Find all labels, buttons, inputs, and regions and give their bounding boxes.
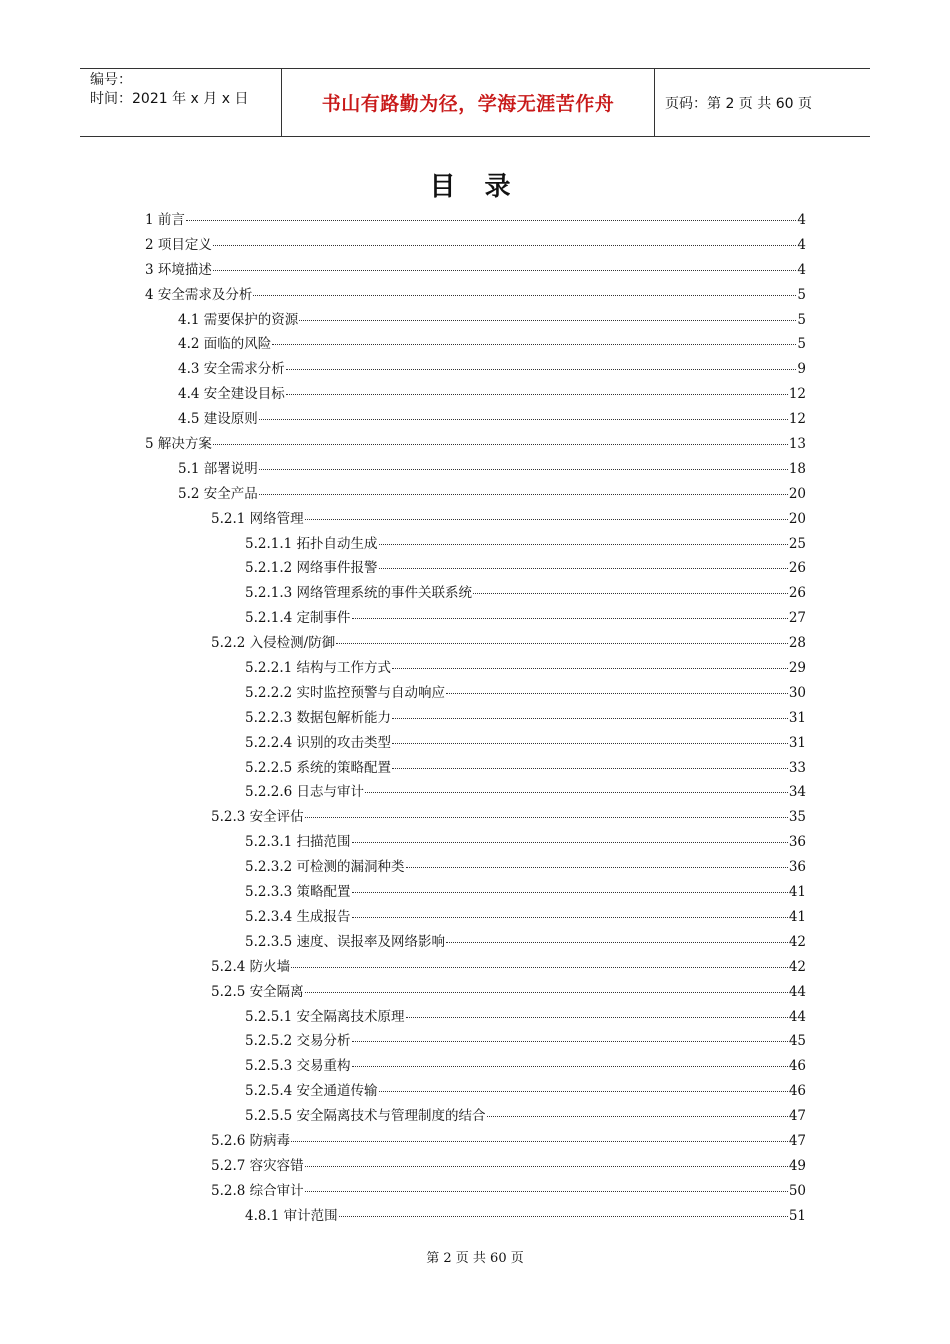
toc-entry-row — [245, 1029, 806, 1054]
toc-entry[interactable] — [0, 308, 950, 333]
toc-entry[interactable] — [0, 432, 950, 457]
toc-entry-label: 5.2.5 安全隔离 — [211, 983, 304, 1000]
toc-entry[interactable] — [0, 880, 950, 905]
toc-entry-page: 31 — [788, 709, 806, 726]
toc-entry[interactable] — [0, 332, 950, 357]
toc-entry-label: 5.2.3.1 扫描范围 — [245, 834, 351, 851]
toc-entry-label: 5.2.1.2 网络事件报警 — [245, 560, 378, 577]
toc-entry-label: 1 前言 — [145, 212, 185, 228]
toc-entry-page: 12 — [788, 386, 806, 403]
toc-entry-label: 5.2.5.5 安全隔离技术与管理制度的结合 — [245, 1108, 486, 1125]
toc-entry[interactable] — [0, 233, 950, 258]
toc-entry[interactable] — [0, 581, 950, 606]
toc-entry-row — [245, 731, 806, 756]
toc-leader-dots — [286, 369, 797, 370]
toc-entry-label: 5.2.2.3 数据包解析能力 — [245, 709, 392, 726]
toc-entry-page: 28 — [788, 635, 806, 652]
toc-entry-page: 31 — [788, 734, 806, 751]
toc-entry-page: 5 — [797, 311, 806, 328]
toc-entry-page: 36 — [788, 834, 806, 851]
toc-entry[interactable] — [0, 1104, 950, 1129]
toc-leader-dots — [299, 320, 796, 321]
toc-entry-label: 5.2.3 安全评估 — [211, 809, 304, 826]
toc-leader-dots — [379, 1091, 788, 1092]
toc-entry-row — [178, 357, 806, 382]
toc-entry-row — [178, 332, 806, 357]
toc-entry-label: 5 解决方案 — [145, 436, 212, 453]
toc-entry-label: 5.2.8 综合审计 — [211, 1182, 304, 1199]
toc-leader-dots — [213, 444, 788, 445]
toc-leader-dots — [253, 295, 796, 296]
toc-entry-row — [145, 283, 806, 308]
toc-entry[interactable] — [0, 208, 950, 233]
toc-entry[interactable] — [0, 407, 950, 432]
toc-entry[interactable] — [0, 1054, 950, 1079]
toc-entry-row — [245, 780, 806, 805]
toc-entry-label: 4.4 安全建设目标 — [178, 386, 285, 403]
toc-leader-dots — [379, 568, 788, 569]
toc-leader-dots — [352, 1041, 788, 1042]
toc-entry-page: 34 — [788, 784, 806, 801]
toc-entry-row — [245, 656, 806, 681]
toc-entry[interactable] — [0, 382, 950, 407]
toc-entry-row — [211, 1154, 806, 1179]
toc-entry-page: 42 — [788, 958, 806, 975]
toc-entry-label: 5.2.1.4 定制事件 — [245, 610, 351, 627]
toc-entry[interactable] — [0, 258, 950, 283]
toc-entry-page: 20 — [788, 485, 806, 502]
document-date-label: 时间：2021 年 x 月 x 日 — [90, 91, 249, 107]
toc-entry-row — [145, 432, 806, 457]
toc-entry[interactable] — [0, 855, 950, 880]
toc-entry-row — [211, 1129, 806, 1154]
toc-leader-dots — [406, 1017, 788, 1018]
toc-entry-label: 4.8.1 审计范围 — [245, 1207, 338, 1224]
toc-entry-page: 25 — [788, 535, 806, 552]
toc-entry-label: 2 项目定义 — [145, 236, 212, 253]
toc-leader-dots — [352, 1066, 788, 1067]
toc-leader-dots — [286, 394, 788, 395]
toc-entry-label: 5.2.3.4 生成报告 — [245, 908, 351, 925]
toc-entry[interactable] — [0, 955, 950, 980]
toc-leader-dots — [305, 1191, 788, 1192]
toc-entry[interactable] — [0, 1179, 950, 1204]
toc-entry-label: 5.2.1 网络管理 — [211, 510, 304, 527]
toc-entry-row — [245, 1204, 806, 1229]
toc-entry[interactable] — [0, 756, 950, 781]
toc-entry[interactable] — [0, 731, 950, 756]
toc-entry[interactable] — [0, 1129, 950, 1154]
toc-entry-row — [245, 830, 806, 855]
toc-entry-row — [211, 805, 806, 830]
toc-entry-row — [245, 606, 806, 631]
toc-entry-row — [211, 507, 806, 532]
toc-entry[interactable] — [0, 656, 950, 681]
toc-entry-page: 18 — [788, 460, 806, 477]
toc-entry-label: 5.2.2.2 实时监控预警与自动响应 — [245, 684, 446, 701]
toc-entry-label: 4.3 安全需求分析 — [178, 361, 285, 378]
document-number-label: 编号： — [90, 72, 132, 88]
toc-entry-page: 44 — [788, 983, 806, 1000]
toc-entry[interactable] — [0, 482, 950, 507]
toc-leader-dots — [352, 917, 788, 918]
toc-entry-page: 49 — [788, 1157, 806, 1174]
toc-leader-dots — [291, 1141, 788, 1142]
toc-entry-row — [145, 233, 806, 258]
toc-leader-dots — [259, 494, 788, 495]
toc-entry-row — [211, 1179, 806, 1204]
toc-entry-row — [245, 1079, 806, 1104]
header-page-info: 页码：第 2 页 共 60 页 — [665, 95, 812, 112]
toc-entry-page: 5 — [797, 336, 806, 353]
toc-entry-label: 5.2.2 入侵检测/防御 — [211, 635, 336, 652]
toc-entry[interactable] — [0, 706, 950, 731]
toc-entry[interactable] — [0, 980, 950, 1005]
toc-leader-dots — [352, 892, 788, 893]
toc-leader-dots — [305, 519, 788, 520]
toc-entry[interactable] — [0, 830, 950, 855]
toc-entry-label: 5.2.1.1 拓扑自动生成 — [245, 535, 378, 552]
toc-entry-page: 29 — [788, 660, 806, 677]
toc-entry-label: 5.2.5.2 交易分析 — [245, 1033, 351, 1050]
toc-entry-row — [178, 482, 806, 507]
toc-entry-label: 5.2.2.1 结构与工作方式 — [245, 660, 392, 677]
toc-entry-row — [178, 407, 806, 432]
toc-leader-dots — [487, 1116, 788, 1117]
toc-leader-dots — [473, 593, 788, 594]
toc-entry[interactable] — [0, 631, 950, 656]
toc-entry-row — [245, 855, 806, 880]
toc-leader-dots — [365, 792, 788, 793]
toc-leader-dots — [352, 842, 788, 843]
toc-entry-page: 30 — [788, 684, 806, 701]
toc-entry[interactable] — [0, 905, 950, 930]
toc-entry-page: 36 — [788, 859, 806, 876]
toc-entry-row — [211, 631, 806, 656]
toc-entry-label: 3 环境描述 — [145, 261, 212, 278]
table-of-contents — [0, 208, 950, 1229]
toc-entry[interactable] — [0, 283, 950, 308]
toc-entry-label: 5.1 部署说明 — [178, 460, 258, 477]
header-meta — [90, 71, 280, 109]
toc-entry[interactable] — [0, 457, 950, 482]
toc-entry-row — [245, 905, 806, 930]
toc-entry-label: 5.2.3.5 速度、误报率及网络影响 — [245, 933, 446, 950]
toc-entry-page: 26 — [788, 560, 806, 577]
toc-leader-dots — [446, 693, 788, 694]
toc-entry-label: 5.2.7 容灾容错 — [211, 1157, 304, 1174]
toc-entry-row — [145, 258, 806, 283]
page-header — [80, 68, 870, 137]
toc-entry-page: 33 — [788, 759, 806, 776]
toc-entry[interactable] — [0, 606, 950, 631]
toc-entry[interactable] — [0, 780, 950, 805]
toc-entry-row — [245, 880, 806, 905]
toc-entry[interactable] — [0, 1029, 950, 1054]
toc-entry-row — [245, 581, 806, 606]
toc-entry-page: 41 — [788, 884, 806, 901]
toc-leader-dots — [392, 768, 788, 769]
toc-leader-dots — [186, 220, 797, 221]
toc-entry[interactable] — [0, 681, 950, 706]
toc-entry-row — [145, 208, 806, 233]
toc-leader-dots — [352, 618, 788, 619]
toc-entry-page: 20 — [788, 510, 806, 527]
toc-entry-row — [245, 532, 806, 557]
toc-entry-label: 5.2.4 防火墙 — [211, 958, 291, 975]
toc-leader-dots — [305, 992, 788, 993]
toc-entry-page: 44 — [788, 1008, 806, 1025]
toc-entry-label: 4.5 建设原则 — [178, 411, 258, 428]
toc-entry-label: 5.2.2.5 系统的策略配置 — [245, 759, 392, 776]
toc-entry-label: 5.2.5.4 安全通道传输 — [245, 1083, 378, 1100]
toc-leader-dots — [213, 245, 797, 246]
toc-entry-label: 5.2.1.3 网络管理系统的事件关联系统 — [245, 585, 473, 602]
toc-entry-page: 13 — [788, 436, 806, 453]
toc-entry-page: 46 — [788, 1083, 806, 1100]
toc-entry-row — [178, 308, 806, 333]
toc-entry-label: 5.2.6 防病毒 — [211, 1132, 291, 1149]
toc-leader-dots — [392, 668, 788, 669]
toc-entry-page: 42 — [788, 933, 806, 950]
toc-entry-row — [245, 681, 806, 706]
toc-entry-label: 5.2.5.3 交易重构 — [245, 1058, 351, 1075]
toc-entry[interactable] — [0, 1154, 950, 1179]
toc-leader-dots — [305, 1166, 788, 1167]
toc-entry[interactable] — [0, 930, 950, 955]
toc-leader-dots — [336, 643, 788, 644]
toc-entry[interactable] — [0, 357, 950, 382]
toc-entry-label: 5.2 安全产品 — [178, 485, 258, 502]
toc-leader-dots — [213, 270, 797, 271]
toc-entry-page: 9 — [797, 361, 806, 378]
toc-entry[interactable] — [0, 532, 950, 557]
toc-entry-row — [245, 556, 806, 581]
toc-entry-row — [245, 1104, 806, 1129]
toc-entry-page: 35 — [788, 809, 806, 826]
toc-leader-dots — [272, 344, 796, 345]
toc-entry-label: 5.2.5.1 安全隔离技术原理 — [245, 1008, 405, 1025]
toc-entry-page: 50 — [788, 1182, 806, 1199]
toc-entry-page: 46 — [788, 1058, 806, 1075]
toc-entry-page: 26 — [788, 585, 806, 602]
toc-entry-page: 45 — [788, 1033, 806, 1050]
toc-entry-page: 4 — [797, 212, 806, 228]
toc-entry-label: 4 安全需求及分析 — [145, 286, 253, 303]
toc-entry-row — [178, 457, 806, 482]
toc-entry-page: 5 — [797, 286, 806, 303]
toc-entry-page: 4 — [797, 236, 806, 253]
toc-entry[interactable] — [0, 1005, 950, 1030]
toc-leader-dots — [339, 1216, 788, 1217]
toc-entry-row — [245, 756, 806, 781]
toc-entry-page: 47 — [788, 1132, 806, 1149]
toc-entry-label: 5.2.2.6 日志与审计 — [245, 784, 365, 801]
toc-entry-page: 51 — [788, 1207, 806, 1224]
page-title: 目 录 — [429, 172, 521, 202]
toc-entry[interactable] — [0, 1079, 950, 1104]
toc-entry-label: 5.2.3.3 策略配置 — [245, 884, 351, 901]
toc-entry-row — [178, 382, 806, 407]
toc-entry-label: 4.1 需要保护的资源 — [178, 311, 299, 328]
toc-entry-row — [245, 930, 806, 955]
toc-leader-dots — [392, 743, 788, 744]
toc-leader-dots — [259, 419, 788, 420]
toc-leader-dots — [305, 817, 788, 818]
page-footer: 第 2 页 共 60 页 — [426, 1251, 524, 1266]
toc-leader-dots — [291, 967, 788, 968]
toc-entry-row — [245, 1054, 806, 1079]
toc-entry-row — [211, 980, 806, 1005]
header-motto: 书山有路勤为径，学海无涯苦作舟 — [281, 69, 655, 136]
toc-leader-dots — [379, 544, 788, 545]
toc-entry-page: 27 — [788, 610, 806, 627]
toc-leader-dots — [446, 942, 788, 943]
toc-entry-page: 12 — [788, 411, 806, 428]
toc-entry-page: 41 — [788, 908, 806, 925]
toc-leader-dots — [406, 867, 788, 868]
toc-entry-page: 47 — [788, 1108, 806, 1125]
toc-entry[interactable] — [0, 507, 950, 532]
toc-entry[interactable] — [0, 556, 950, 581]
toc-entry-label: 4.2 面临的风险 — [178, 336, 272, 353]
toc-entry-label: 5.2.2.4 识别的攻击类型 — [245, 734, 392, 751]
toc-leader-dots — [392, 718, 788, 719]
toc-entry-page: 4 — [797, 261, 806, 278]
toc-leader-dots — [259, 469, 788, 470]
toc-entry[interactable] — [0, 1204, 950, 1229]
toc-entry-row — [211, 955, 806, 980]
toc-entry-label: 5.2.3.2 可检测的漏洞种类 — [245, 859, 405, 876]
toc-entry-row — [245, 1005, 806, 1030]
toc-entry[interactable] — [0, 805, 950, 830]
toc-entry-row — [245, 706, 806, 731]
